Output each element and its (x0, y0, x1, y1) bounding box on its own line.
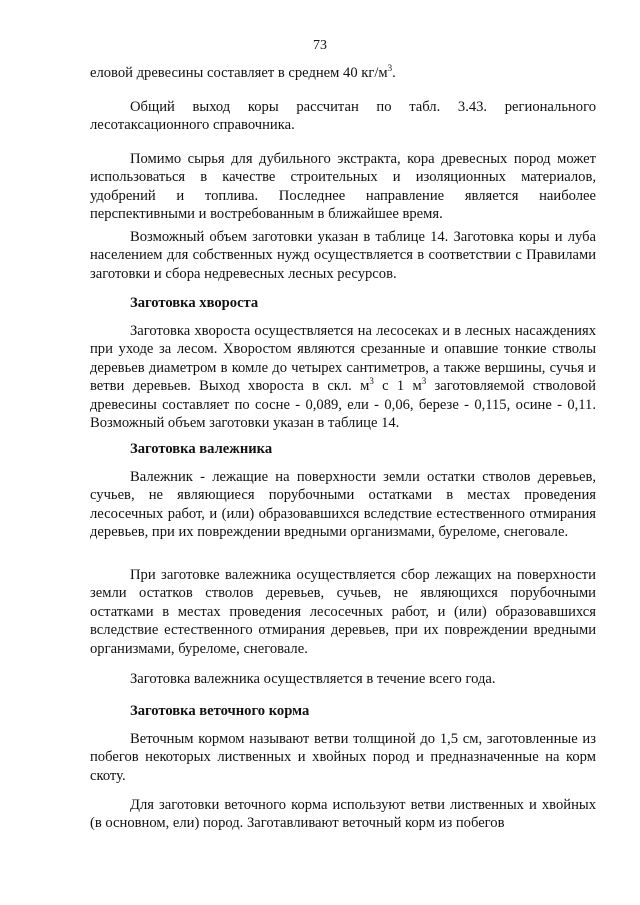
paragraph-deadwood-season: Заготовка валежника осуществляется в течение всего года. (130, 671, 496, 687)
paragraph-text: заготовляемой стволовой древесины составляет по сосне - 0,089, ели - 0,06, березе - 0,115, осине - 0,11. Возможный объем заготовки указан в таблице 14. (90, 378, 596, 432)
paragraph-branch-fodder-harvest: Для заготовки веточного корма используют ветви лиственных и хвойных (в основном, ели) пород. Заготавливают веточный корм из побегов (90, 797, 596, 832)
paragraph-deadwood-harvest: При заготовке валежника осуществляется сбор лежащих на поверхности земли остатков стволов деревьев, сучьев, не являющихся порубочными остатками в местах проведения лесосечных работ, и (или) образовавшихся вследствие естественного отмирания деревьев, при их повреждении вредными организмами, буреломе, снеговале. (90, 567, 596, 657)
paragraph-deadwood-definition: Валежник - лежащие на поверхности земли остатки стволов деревьев, сучьев, не являющиеся порубочными остатками в местах проведения лесосечных работ, и (или) образовавшихся вследствие естественного отмирания деревьев, при их повреждении вредными организмами, буреломе, снеговале. (90, 469, 596, 541)
paragraph-branch-fodder-definition: Веточным кормом называют ветви толщиной до 1,5 см, заготовленные из побегов некоторых лиственных и хвойных пород и предназначенные на корм скоту. (90, 731, 596, 784)
paragraph-bark-uses: Помимо сырья для дубильного экстракта, кора древесных пород может использоваться в качестве строительных и изоляционных материалов, удобрений и топлива. Последнее направление является наиболее перспективными и востребованным в ближайшее время. (90, 151, 596, 223)
paragraph-text: еловой древесины составляет в среднем 40 кг/м (90, 65, 388, 81)
paragraph-end: . (392, 65, 396, 81)
superscript: 3 (387, 63, 393, 74)
heading-deadwood: Заготовка валежника (130, 441, 273, 457)
paragraph-bark-yield: Общий выход коры рассчитан по табл. 3.43. регионального лесотаксационного справочника. (90, 99, 596, 134)
paragraph-text: Заготовка хвороста осуществляется на лесосеках и в лесных насаждениях при уходе за лесом. Хворостом являются срезанные и опавшие тонкие стволы деревьев диаметром в комле до четырех сантиметров, а также вершины, сучья и ветви деревьев. Выход хвороста в скл. м (90, 323, 596, 395)
heading-brushwood: Заготовка хвороста (130, 295, 259, 311)
superscript: 3 (421, 376, 427, 387)
paragraph-bark-harvest: Возможный объем заготовки указан в таблице 14. Заготовка коры и луба населением для собственных нужд осуществляется в соответствии с Правилами заготовки и сбора недревесных лесных ресурсов. (90, 229, 596, 282)
paragraph-brushwood (90, 322, 596, 432)
superscript: 3 (369, 376, 374, 387)
page-number: 73 (313, 38, 327, 53)
paragraph-text: с 1 м (373, 378, 422, 395)
paragraph-continuation (90, 64, 596, 82)
heading-branch-fodder: Заготовка веточного корма (130, 703, 310, 719)
